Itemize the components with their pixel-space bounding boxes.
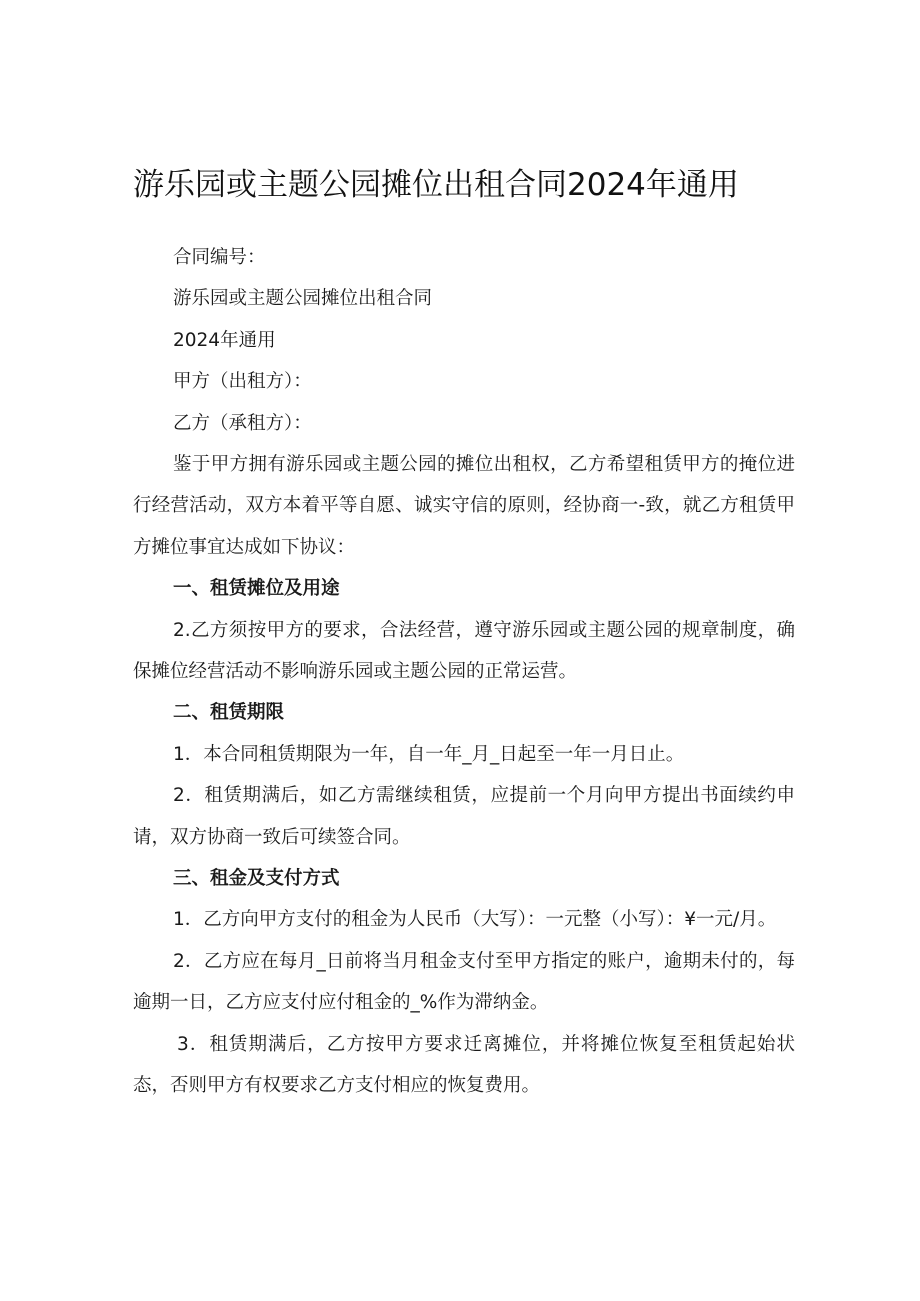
clause-2-1: 1．本合同租赁期限为一年，自一年_月_日起至一年一月日止。 [173,743,685,765]
section-heading-3: 三、租金及支付方式 [173,867,340,889]
clause-2-2: 2．租赁期满后，如乙方需继续租赁，应提前一个月向甲方提出书面续约申请，双方协商一致后可续签合同。 [133,785,795,848]
contract-name-line: 游乐园或主题公园摊位出租合同 [173,288,433,310]
party-a-line: 甲方（出租方）： [173,371,312,393]
contract-number-line: 合同编号： [173,247,266,268]
clause-3-2: 2．乙方应在每月_日前将当月租金支付至甲方指定的账户，逾期未付的，每逾期一日，乙方应支付应付租金的_%作为滞纳金。 [133,950,795,1014]
contract-year-line: 2024年通用 [173,329,276,351]
section-heading-2: 二、租赁期限 [173,702,285,724]
preamble-paragraph: 鉴于甲方拥有游乐园或主题公园的摊位出租权，乙方希望租赁甲方的掩位进行经营活动，双方本着平等自愿、诚实守信的原则，经协商一-致，就乙方租赁甲方摊位事宜达成如下协议： [133,453,795,558]
document-body [133,237,795,1106]
clause-3-1: 1．乙方向甲方支付的租金为人民币（大写）：一元整（小写）：¥一元/月。 [173,909,777,931]
party-b-line: 乙方（承租方）： [173,412,312,434]
document-title: 游乐园或主题公园摊位出租合同2024年通用 [133,167,739,203]
section-heading-1: 一、租赁摊位及用途 [173,578,340,600]
clause-1-2: 2.乙方须按甲方的要求，合法经营，遵守游乐园或主题公园的规章制度，确保摊位经营活动不影响游乐园或主题公园的正常运营。 [133,619,795,682]
clause-3-3: 3．租赁期满后，乙方按甲方要求迁离摊位，并将摊位恢复至租赁起始状态，否则甲方有权要求乙方支付相应的恢复费用。 [133,1033,795,1096]
